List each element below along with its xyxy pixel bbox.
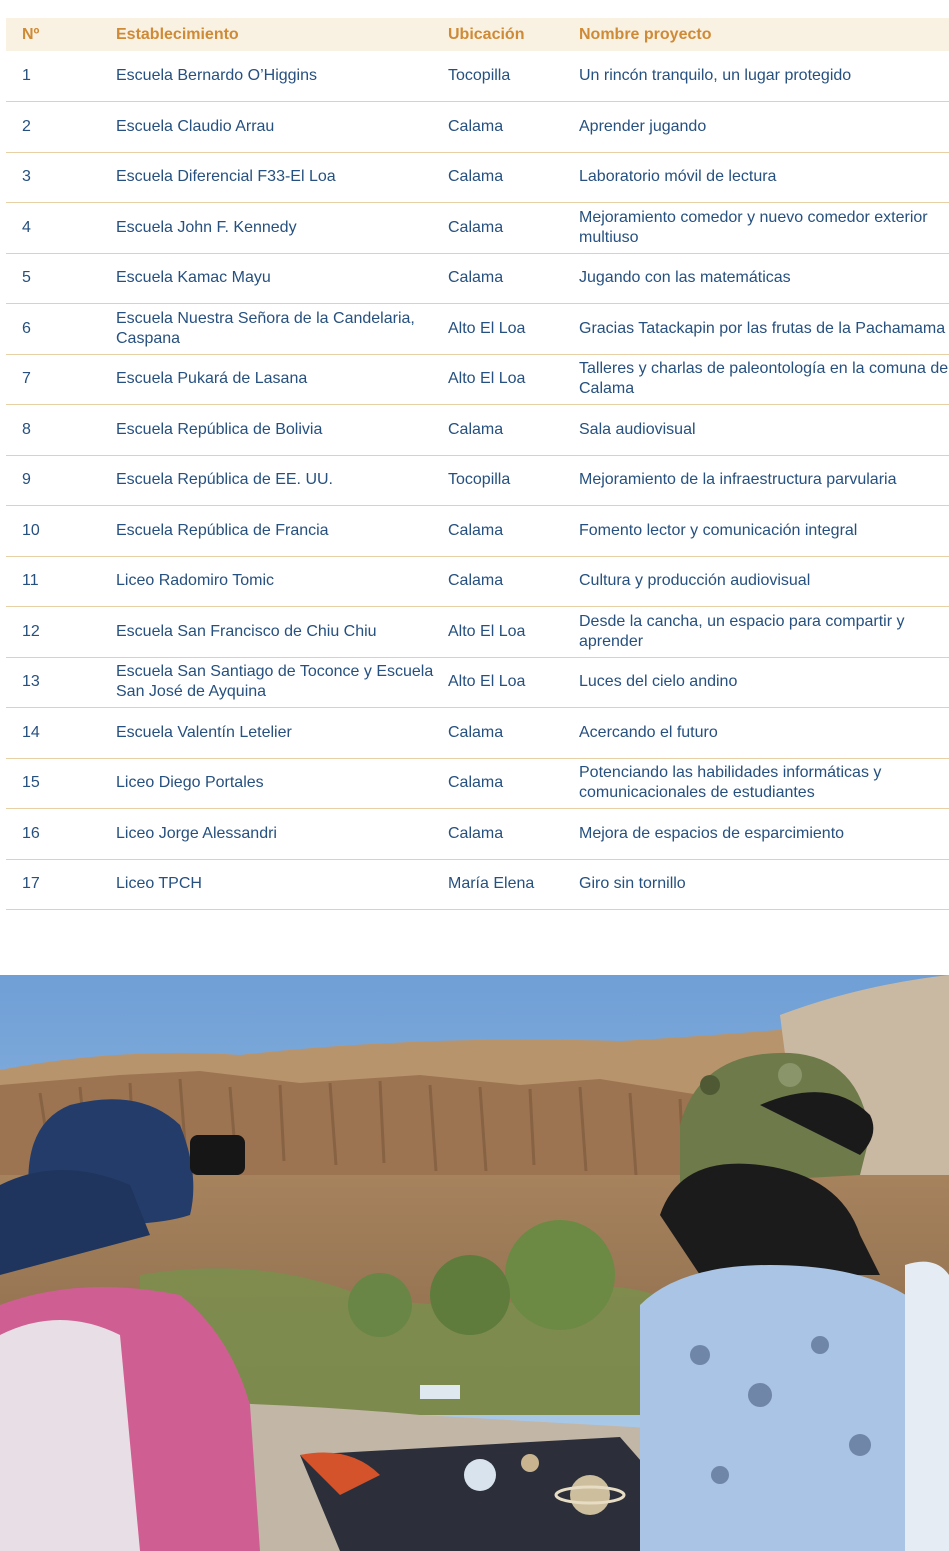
cell-establecimiento: Liceo Radomiro Tomic: [116, 572, 274, 590]
cell-number: 2: [22, 117, 31, 135]
cell-proyecto: Sala audiovisual: [579, 420, 696, 438]
table-row: [6, 506, 949, 557]
cell-ubicacion: Tocopilla: [448, 67, 511, 84]
cell-establecimiento: Escuela Nuestra Señora de la Candelaria, Caspana: [116, 309, 415, 347]
table-row: [6, 354, 949, 405]
tree: [505, 1220, 615, 1330]
cell-proyecto: Acercando el futuro: [579, 723, 718, 741]
table-row: [6, 455, 949, 506]
cell-proyecto: Mejoramiento comedor y nuevo comedor exterior multiuso: [579, 208, 928, 246]
cell-proyecto: Cultura y producción audiovisual: [579, 572, 811, 590]
cell-proyecto: Talleres y charlas de paleontología en la comuna de Calama: [579, 360, 949, 398]
cell-establecimiento: Escuela República de Bolivia: [116, 420, 323, 438]
canyon-photo-illustration: [0, 975, 949, 1551]
cell-number: 16: [22, 824, 40, 842]
table-row: [6, 253, 949, 304]
cell-ubicacion: Calama: [448, 723, 504, 741]
cell-establecimiento: Escuela República de EE. UU.: [116, 471, 333, 489]
cell-ubicacion: María Elena: [448, 875, 535, 893]
planet-icon: [521, 1454, 539, 1472]
cell-ubicacion: Calama: [448, 420, 504, 438]
cell-establecimiento: Escuela John F. Kennedy: [116, 218, 297, 236]
header-ubicacion: Ubicación: [448, 25, 525, 43]
tree: [430, 1255, 510, 1335]
cell-ubicacion: Calama: [448, 521, 504, 539]
table-row: [6, 607, 949, 658]
header-establecimiento: Establecimiento: [116, 25, 239, 43]
table-row: [6, 657, 949, 708]
table-row: [6, 102, 949, 153]
small-building: [420, 1385, 460, 1399]
canyon-photo: [0, 975, 949, 1551]
cell-proyecto: Un rincón tranquilo, un lugar protegido: [579, 67, 852, 84]
cell-number: 4: [22, 218, 31, 236]
table-header-row: [6, 18, 949, 51]
table-row: [6, 51, 949, 102]
planet-icon: [464, 1459, 496, 1491]
cell-establecimiento: Escuela Claudio Arrau: [116, 117, 275, 135]
cell-establecimiento: Escuela Bernardo O’Higgins: [116, 67, 317, 84]
cell-ubicacion: Calama: [448, 269, 504, 287]
cell-number: 7: [22, 370, 31, 388]
cell-proyecto: Mejoramiento de la infraestructura parvularia: [579, 471, 897, 489]
cell-establecimiento: Escuela Kamac Mayu: [116, 269, 271, 287]
cell-proyecto: Desde la cancha, un espacio para compartir y aprender: [579, 612, 905, 650]
table-row: [6, 152, 949, 203]
planet-icon: [570, 1475, 610, 1515]
cell-establecimiento: Liceo Diego Portales: [116, 774, 264, 792]
binoculars-icon: [190, 1135, 245, 1175]
cell-number: 13: [22, 673, 40, 691]
table-row: [6, 405, 949, 456]
cell-proyecto: Aprender jugando: [579, 117, 707, 135]
projects-table: [6, 18, 949, 910]
table-row: [6, 203, 949, 254]
cell-ubicacion: Alto El Loa: [448, 622, 526, 640]
tree: [348, 1273, 412, 1337]
cell-ubicacion: Calama: [448, 218, 504, 236]
cell-ubicacion: Calama: [448, 824, 504, 842]
cell-establecimiento: Liceo TPCH: [116, 875, 202, 893]
cell-proyecto: Gracias Tatackapin por las frutas de la Pachamama: [579, 319, 946, 337]
cell-number: 17: [22, 875, 40, 893]
table-row: [6, 556, 949, 607]
table-row: [6, 304, 949, 355]
cell-establecimiento: Escuela Valentín Letelier: [116, 723, 292, 741]
cell-number: 8: [22, 420, 31, 438]
cell-ubicacion: Alto El Loa: [448, 319, 526, 337]
cell-number: 12: [22, 622, 40, 640]
cell-ubicacion: Calama: [448, 117, 504, 135]
cell-ubicacion: Alto El Loa: [448, 370, 526, 388]
cell-number: 14: [22, 723, 40, 741]
cell-ubicacion: Calama: [448, 572, 504, 590]
cell-establecimiento: Escuela San Santiago de Toconce y Escuela San José de Ayquina: [116, 663, 434, 701]
cell-ubicacion: Calama: [448, 774, 504, 792]
cell-number: 5: [22, 269, 31, 287]
cell-number: 10: [22, 521, 40, 539]
cell-number: 1: [22, 67, 31, 84]
cell-number: 11: [22, 572, 39, 590]
cell-proyecto: Luces del cielo andino: [579, 673, 738, 691]
cell-proyecto: Jugando con las matemáticas: [579, 269, 791, 287]
cell-ubicacion: Alto El Loa: [448, 673, 526, 691]
cell-proyecto: Laboratorio móvil de lectura: [579, 168, 777, 186]
cell-establecimiento: Escuela Diferencial F33-El Loa: [116, 168, 336, 186]
cell-establecimiento: Escuela San Francisco de Chiu Chiu: [116, 622, 377, 640]
projects-table-container: [6, 18, 949, 910]
cell-proyecto: Giro sin tornillo: [579, 875, 686, 893]
cell-proyecto: Fomento lector y comunicación integral: [579, 521, 858, 539]
boy-shirt: [640, 1265, 930, 1551]
cell-ubicacion: Tocopilla: [448, 471, 511, 489]
table-row: [6, 708, 949, 759]
cell-establecimiento: Escuela República de Francia: [116, 521, 329, 539]
cell-number: 15: [22, 774, 40, 792]
cell-ubicacion: Calama: [448, 168, 504, 186]
table-row: [6, 758, 949, 809]
cell-establecimiento: Escuela Pukará de Lasana: [116, 370, 308, 388]
header-proyecto: Nombre proyecto: [579, 25, 712, 43]
table-row: [6, 859, 949, 910]
cell-number: 6: [22, 319, 31, 337]
cell-number: 3: [22, 168, 31, 186]
header-number: Nº: [22, 25, 40, 43]
cell-establecimiento: Liceo Jorge Alessandri: [116, 824, 277, 842]
table-row: [6, 809, 949, 860]
cell-proyecto: Mejora de espacios de esparcimiento: [579, 824, 845, 842]
cell-number: 9: [22, 471, 31, 489]
cell-proyecto: Potenciando las habilidades informáticas y comunicacionales de estudiantes: [579, 764, 882, 802]
